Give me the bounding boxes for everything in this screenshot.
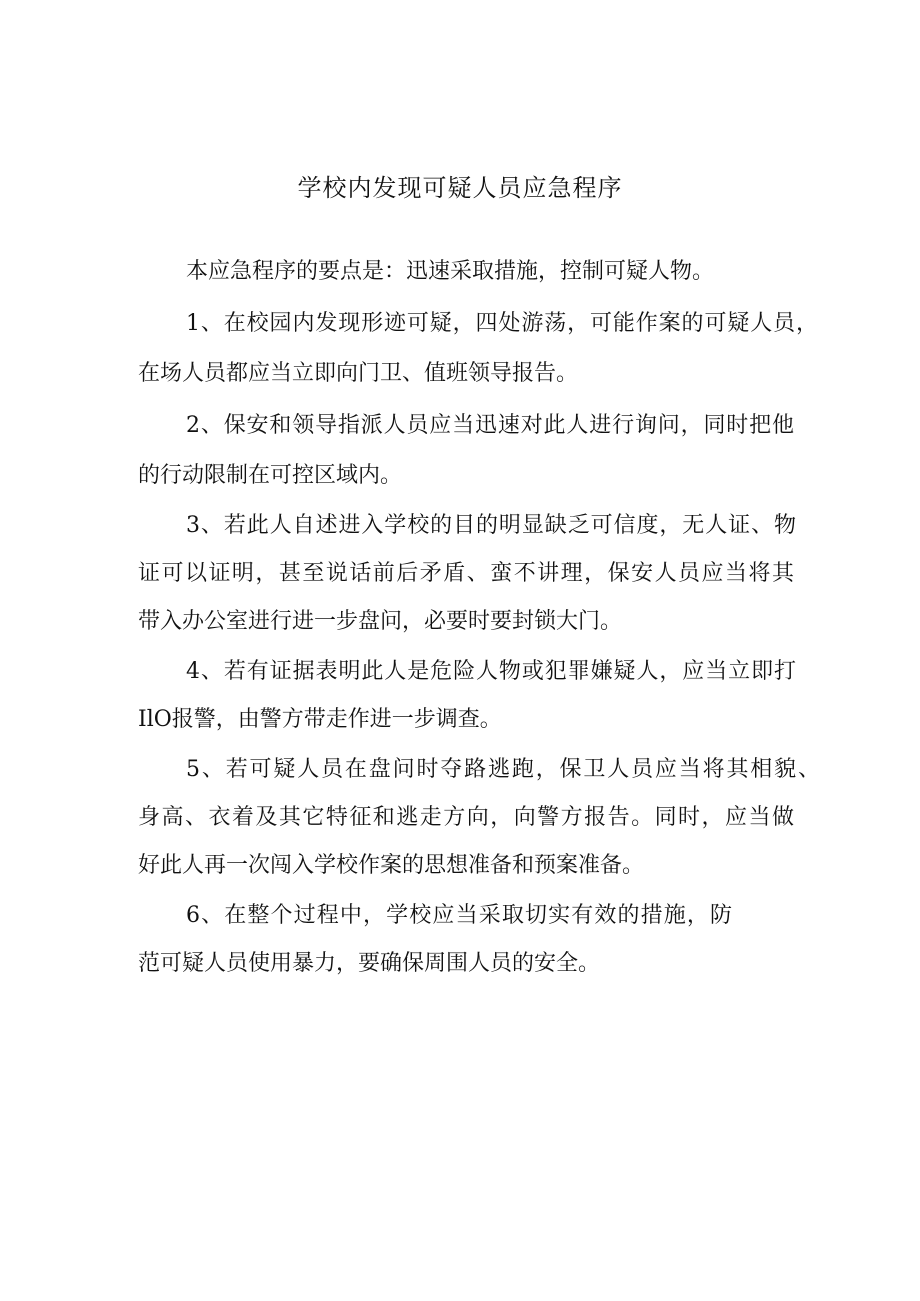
paragraph-line: 2、保安和领导指派人员应当迅速对此人进行询问，同时把他: [186, 413, 794, 438]
paragraph-line: 范可疑人员使用暴力，要确保周围人员的安全。: [138, 951, 601, 976]
paragraph-line: 在场人员都应当立即向门卫、值班领导报告。: [138, 361, 579, 386]
paragraph-line: 证可以证明，甚至说话前后矛盾、蛮不讲理，保安人员应当将其: [138, 561, 794, 586]
paragraph-line: IlO报警，由警方带走作进一步调查。: [138, 707, 502, 732]
paragraph-line: 带入办公室进行进一步盘问，必要时要封锁大门。: [138, 609, 623, 634]
paragraph-line: 5、若可疑人员在盘问时夺路逃跑，保卫人员应当将其相貌、: [186, 757, 820, 782]
document-title: 学校内发现可疑人员应急程序: [297, 174, 623, 202]
paragraph-line: 3、若此人自述进入学校的目的明显缺乏可信度，无人证、物: [186, 513, 796, 538]
paragraph-line: 身高、衣着及其它特征和逃走方向，向警方报告。同时，应当做: [138, 805, 794, 830]
paragraph-line: 好此人再一次闯入学校作案的思想准备和预案准备。: [138, 853, 645, 878]
paragraph-line: 1、在校园内发现形迹可疑，四处游荡，可能作案的可疑人员，: [186, 311, 818, 336]
paragraph-line: 本应急程序的要点是：迅速采取措施，控制可疑人物。: [186, 259, 715, 284]
paragraph-line: 的行动限制在可控区域内。: [138, 463, 403, 488]
paragraph-line: 4、若有证据表明此人是危险人物或犯罪嫌疑人，应当立即打: [186, 659, 796, 684]
paragraph-line: 6、在整个过程中，学校应当采取切实有效的措施，防: [186, 903, 732, 928]
